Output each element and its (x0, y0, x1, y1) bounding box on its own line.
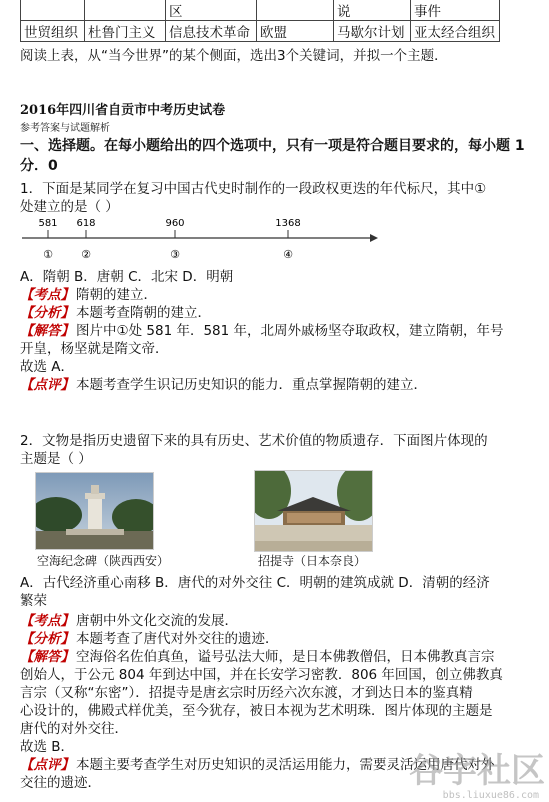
table-cell: 欧盟 (257, 21, 334, 42)
table-header-cell (85, 0, 166, 21)
timeline-arrow (370, 234, 378, 242)
paper-title: 2016年四川省自贡市中考历史试卷 (20, 103, 226, 118)
q1-dianping (20, 376, 529, 394)
q2-jieda-line3: 言宗（又称“东密”）．招提寺是唐玄宗时历经六次东渡，才到达日本的鉴真精 (20, 685, 473, 701)
q1-options: A．隋朝 B．唐朝 C．北宋 D．明朝 (20, 269, 234, 285)
q1-jieda-line2: 开皇，杨坚就是隋文帝． (20, 341, 169, 357)
q2-options-line1: A．古代经济重心南移 B．唐代的对外交往 C．明朝的建筑成就 D．清朝的经济 (20, 575, 490, 591)
timeline-marker: ② (81, 248, 91, 261)
fenxi-label: 【分析】 (20, 305, 74, 321)
q1-answer: 故选 A． (20, 359, 75, 375)
kukai-monument-photo (35, 472, 154, 550)
watermark-logo: 谷字社区 (409, 751, 545, 791)
fenxi-text: 本题考查隋朝的建立． (76, 305, 211, 321)
watermark-url: bbs.liuxue86.com (442, 790, 539, 801)
table-row (21, 21, 500, 42)
toshodaiji-image (255, 471, 372, 551)
photo2-caption: 招提寺（日本奈良） (258, 554, 367, 568)
table-header-cell: 说 (334, 0, 411, 21)
q2-jieda (20, 648, 529, 666)
answer-note: 参考答案与试题解析 (20, 123, 110, 134)
toshodaiji-photo (254, 470, 373, 552)
q1-kaodian (20, 286, 529, 304)
q1-stem-line2: 处建立的是（ ） (20, 199, 119, 215)
section-heading: 一、选择题。在每小题给出的四个选项中，只有一项是符合题目要求的，每小题 1分．0 (20, 138, 525, 174)
timeline-marker: ③ (170, 248, 180, 261)
table-cell: 杜鲁门主义 (85, 21, 166, 42)
table-cell: 信息技术革命 (166, 21, 257, 42)
q2-jieda-line5: 唐代的对外交往． (20, 721, 128, 737)
jieda-text: 空海俗名佐伯真鱼，谥号弘法大师，是日本佛教僧侣，日本佛教真言宗 (76, 649, 495, 665)
kukai-monument-image (36, 473, 153, 549)
q2-jieda-line2: 创始人，于公元 804 年到达中国，并在长安学习密教．806 年回国，创立佛教真 (20, 667, 503, 683)
table-header-cell: 事件 (411, 0, 500, 21)
q2-dianping-line2: 交往的遗迹． (20, 775, 101, 791)
photo1-caption: 空海纪念碑（陕西西安） (37, 554, 170, 568)
q2-answer: 故选 B． (20, 739, 75, 755)
q2-stem-line2: 主题是（ ） (20, 451, 92, 467)
timeline-year-label: 618 (76, 218, 96, 229)
q2-fenxi (20, 630, 529, 648)
kaodian-text: 隋朝的建立． (76, 287, 157, 303)
intro-question: 阅读上表，从“当今世界”的某个侧面，选出3个关键词，并拟一个主题． (20, 48, 448, 64)
table-cell: 马歇尔计划 (334, 21, 411, 42)
kaodian-label: 【考点】 (20, 287, 74, 303)
q1-timeline (20, 214, 380, 264)
table-header-cell (21, 0, 85, 21)
table-cell: 世贸组织 (21, 21, 85, 42)
q2-kaodian (20, 612, 529, 630)
table-header-cell: 区 (166, 0, 257, 21)
q1-jieda (20, 322, 529, 340)
q1-stem-line1: 1．下面是某同学在复习中国古代史时制作的一段政权更迭的年代标尺，其中① (20, 181, 487, 197)
timeline-marker: ① (43, 248, 53, 261)
fenxi-text: 本题考查了唐代对外交往的遗迹． (76, 631, 279, 647)
table-cell: 亚太经合组织 (411, 21, 500, 42)
timeline-year-label: 581 (38, 218, 58, 229)
fenxi-label: 【分析】 (20, 631, 74, 647)
table-header-cell (257, 0, 334, 21)
jieda-label: 【解答】 (20, 323, 74, 339)
q2-jieda-line4: 心设计的，佛殿式样优美，至今犹存，被日本视为艺术明珠．图片体现的主题是 (20, 703, 493, 719)
dianping-text: 本题主要考查学生对历史知识的灵活运用能力，需要灵活运用唐代对外 (76, 757, 495, 773)
dianping-label: 【点评】 (20, 377, 74, 393)
table-header-row (21, 0, 500, 21)
keyword-table (20, 0, 500, 42)
q1-fenxi (20, 304, 529, 322)
kaodian-label: 【考点】 (20, 613, 74, 629)
q2-stem-line1: 2．文物是指历史遗留下来的具有历史、艺术价值的物质遗存．下面图片体现的 (20, 433, 488, 449)
timeline-year-label: 960 (165, 218, 185, 229)
dianping-text: 本题考查学生识记历史知识的能力．重点掌握隋朝的建立． (76, 377, 427, 393)
q2-options-line2: 繁荣 (20, 593, 47, 609)
timeline-year-label: 1368 (275, 218, 301, 229)
kaodian-text: 唐朝中外文化交流的发展． (76, 613, 238, 629)
timeline-marker: ④ (283, 248, 293, 261)
jieda-text: 图片中①处 581 年．581 年，北周外戚杨坚夺取政权，建立隋朝，年号 (76, 323, 504, 339)
dianping-label: 【点评】 (20, 757, 74, 773)
jieda-label: 【解答】 (20, 649, 74, 665)
